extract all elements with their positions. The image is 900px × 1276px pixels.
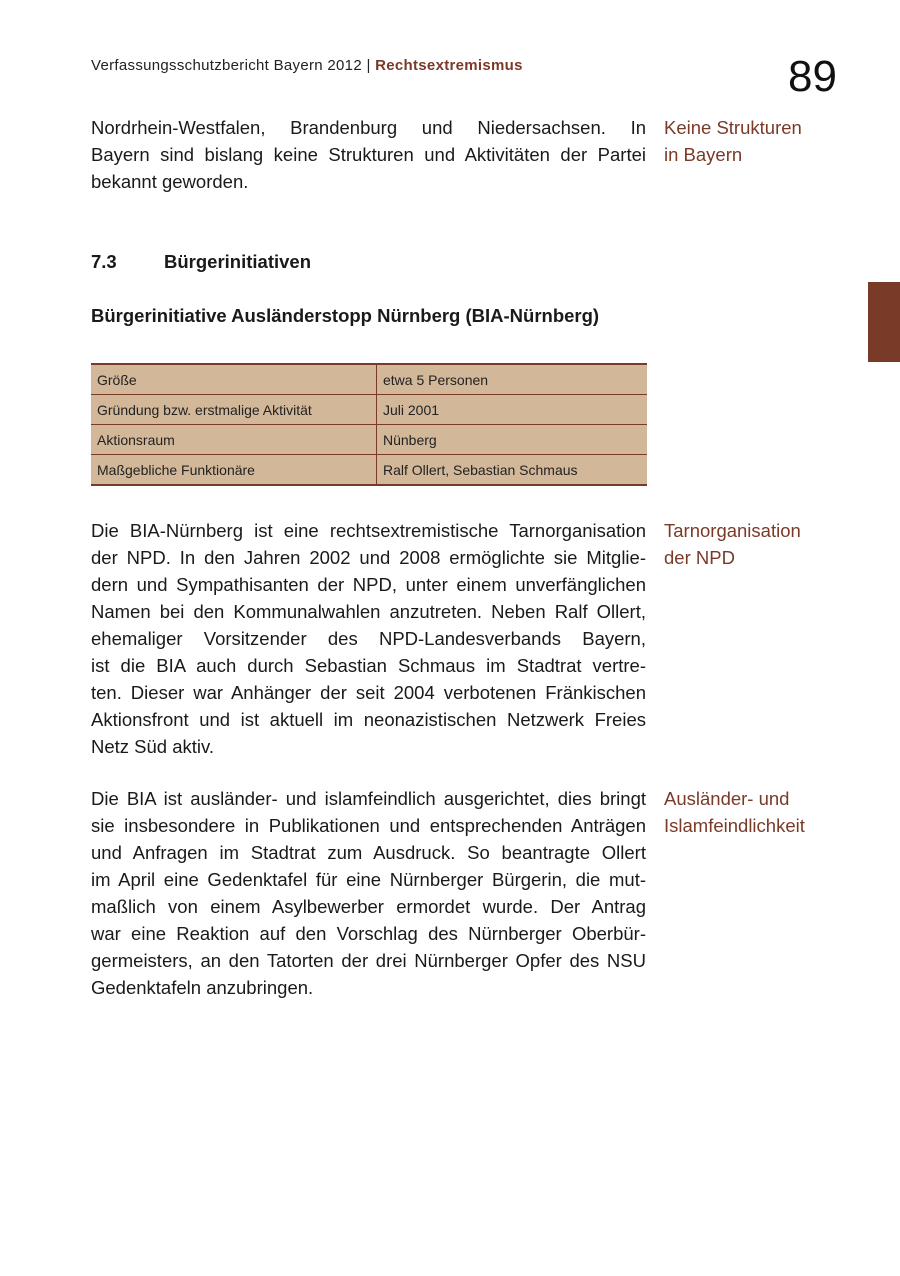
text-line: Bayern sind bislang keine Strukturen und Aktivitäten der Partei [91, 144, 646, 165]
note-line: in Bayern [664, 144, 743, 165]
text-line: germeisters, an den Tatorten der drei Nürnberger Opfer des NSU [91, 950, 646, 971]
text-line: der NPD. In den Jahren 2002 und 2008 ermöglichte sie Mitglie- [91, 547, 646, 568]
chapter-tab-marker [868, 282, 900, 362]
note-line: Islamfeindlichkeit [664, 815, 805, 836]
note-line: Ausländer- und [664, 788, 790, 809]
text-line: Gedenktafeln anzubringen. [91, 977, 314, 998]
table-value: Nünberg [377, 425, 648, 455]
text-line: Nordrhein-Westfalen, Brandenburg und Niedersachsen. In [91, 117, 646, 138]
report-title: Verfassungsschutzbericht Bayern 2012 [91, 57, 362, 74]
text-line: Die BIA-Nürnberg ist eine rechtsextremistische Tarnorganisation [91, 520, 646, 541]
table-key: Größe [91, 364, 377, 395]
table-key: Maßgebliche Funktionäre [91, 455, 377, 486]
text-line: Netz Süd aktiv. [91, 736, 215, 757]
section-number: 7.3 [91, 251, 117, 272]
text-line: sie insbesondere in Publikationen und entsprechenden Anträgen [91, 815, 646, 836]
page-number: 89 [788, 52, 837, 101]
margin-note [664, 114, 802, 168]
margin-note [664, 785, 805, 839]
facts-table [91, 363, 647, 486]
text-line: Namen bei den Kommunalwahlen anzutreten. Neben Ralf Ollert, [91, 601, 646, 622]
text-line: war eine Reaktion auf den Vorschlag des Nürnberger Oberbür- [91, 923, 646, 944]
running-header [91, 57, 523, 74]
table-key: Gründung bzw. erstmalige Aktivität [91, 395, 377, 425]
table-row [91, 425, 647, 455]
text-line: ist die BIA auch durch Sebastian Schmaus im Stadtrat vertre- [91, 655, 646, 676]
text-line: maßlich von einem Asylbewerber ermordet wurde. Der Antrag [91, 896, 646, 917]
note-line: Keine Strukturen [664, 117, 802, 138]
section-title: Bürgerinitiativen [164, 251, 311, 272]
separator: | [366, 57, 371, 74]
note-line: Tarnorganisation [664, 520, 801, 541]
paragraph-tarnorganisation [91, 517, 646, 760]
text-line: im April eine Gedenktafel für eine Nürnberger Bürgerin, die mut- [91, 869, 646, 890]
chapter-title: Rechtsextremismus [375, 57, 523, 74]
text-line: dern und Sympathisanten der NPD, unter einem unverfänglichen [91, 574, 646, 595]
table-value: Juli 2001 [377, 395, 648, 425]
text-line: bekannt geworden. [91, 171, 249, 192]
paragraph-islamfeindlichkeit [91, 785, 646, 1001]
text-line: Die BIA ist ausländer- und islamfeindlich ausgerichtet, dies bringt [91, 788, 646, 809]
subsection-heading: Bürgerinitiative Ausländerstopp Nürnberg (BIA-Nürnberg) [91, 305, 600, 326]
table-value: etwa 5 Personen [377, 364, 648, 395]
table-row [91, 455, 647, 486]
text-line: ten. Dieser war Anhänger der seit 2004 verbotenen Fränkischen [91, 682, 646, 703]
margin-note [664, 517, 801, 571]
section-heading [91, 251, 311, 273]
text-line: ehemaliger Vorsitzender des NPD-Landesverbands Bayern, [91, 628, 646, 649]
text-line: und Anfragen im Stadtrat zum Ausdruck. So beantragte Ollert [91, 842, 646, 863]
table-row [91, 364, 647, 395]
table-key: Aktionsraum [91, 425, 377, 455]
table-row [91, 395, 647, 425]
text-line: Aktionsfront und ist aktuell im neonazistischen Netzwerk Freies [91, 709, 646, 730]
table-value: Ralf Ollert, Sebastian Schmaus [383, 461, 578, 478]
intro-paragraph [91, 114, 646, 195]
note-line: der NPD [664, 547, 735, 568]
